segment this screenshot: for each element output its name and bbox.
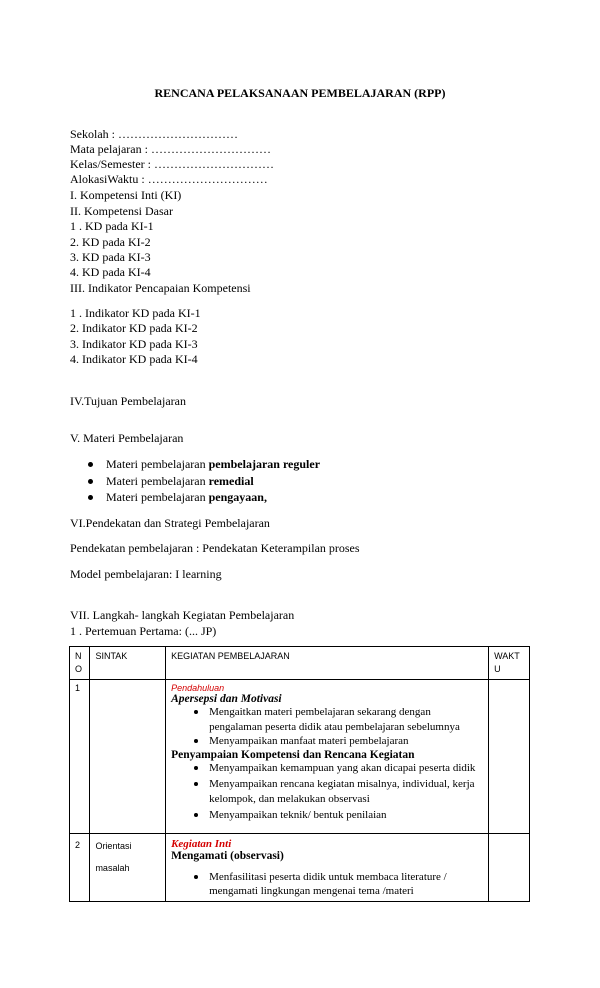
identity-waktu: AlokasiWaktu : …………………………: [70, 172, 268, 186]
indikator-item: 1 . Indikator KD pada KI-1: [70, 306, 201, 320]
kd-item: 2. KD pada KI-2: [70, 235, 151, 249]
list-item: Materi pembelajaran pembelajaran reguler: [88, 456, 320, 473]
row-sintak: [90, 680, 166, 834]
row-kegiatan: [166, 833, 489, 901]
list-item: Menyampaikan rencana kegiatan misalnya, individual, kerja kelompok, dan melakukan observasi: [193, 777, 483, 806]
ki-heading: I. Kompetensi Inti (KI): [70, 188, 182, 202]
kd-item: 4. KD pada KI-4: [70, 265, 151, 279]
row-kegiatan: [166, 680, 489, 834]
subheading: Penyampaian Kompetensi dan Rencana Kegiatan: [171, 748, 415, 761]
identity-kelas: Kelas/Semester : …………………………: [70, 157, 274, 171]
model-line: Model pembelajaran: I learning: [70, 567, 222, 581]
materi-list: [88, 456, 320, 506]
kd-item: 1 . KD pada KI-1: [70, 219, 154, 233]
kd-heading: II. Kompetensi Dasar: [70, 204, 173, 218]
list-item: Materi pembelajaran pengayaan,: [88, 489, 320, 506]
header-no: N O: [70, 647, 90, 680]
indikator-item: 4. Indikator KD pada KI-4: [70, 352, 198, 366]
row-sintak: Orientasi masalah: [90, 833, 166, 901]
list-item: Mengaitkan materi pembelajaran sekarang dengan pengalaman peserta didik atau pembelajaran sebelumnya: [193, 705, 483, 734]
phase-label: Kegiatan Inti: [171, 837, 232, 850]
tujuan-heading: IV.Tujuan Pembelajaran: [70, 394, 186, 408]
table-row: [70, 833, 530, 901]
subheading: Mengamati (observasi): [171, 849, 284, 862]
list-item: Menfasilitasi peserta didik untuk membaca literature / mengamati lingkungan mengenai tema /materi: [193, 870, 483, 899]
kd-item: 3. KD pada KI-3: [70, 250, 151, 264]
identity-sekolah: Sekolah : …………………………: [70, 127, 238, 141]
row-waktu: [489, 680, 530, 834]
subheading: Apersepsi dan Motivasi: [171, 693, 282, 705]
indikator-heading: III. Indikator Pencapaian Kompetensi: [70, 281, 251, 295]
langkah-heading: VII. Langkah- langkah Kegiatan Pembelajaran: [70, 608, 295, 622]
row-waktu: [489, 833, 530, 901]
table-header-row: [70, 647, 530, 680]
header-sintak: SINTAK: [90, 647, 166, 680]
row-number: 1: [70, 680, 90, 834]
activity-list: [171, 705, 483, 749]
list-item: Materi pembelajaran remedial: [88, 473, 320, 490]
page-title: RENCANA PELAKSANAAN PEMBELAJARAN (RPP): [154, 86, 446, 100]
kegiatan-table: [69, 646, 530, 902]
row-number: 2: [70, 833, 90, 901]
indikator-item: 3. Indikator KD pada KI-3: [70, 337, 198, 351]
list-item: Menyampaikan teknik/ bentuk penilaian: [193, 808, 483, 823]
activity-list: [171, 761, 483, 823]
header-kegiatan: KEGIATAN PEMBELAJARAN: [166, 647, 489, 680]
materi-heading: V. Materi Pembelajaran: [70, 431, 184, 445]
list-item: Menyampaikan manfaat materi pembelajaran: [193, 734, 483, 749]
pendekatan-line: Pendekatan pembelajaran : Pendekatan Keterampilan proses: [70, 541, 360, 555]
list-item: Menyampaikan kemampuan yang akan dicapai peserta didik: [193, 761, 483, 776]
pendekatan-heading: VI.Pendekatan dan Strategi Pembelajaran: [70, 516, 270, 530]
identity-mapel: Mata pelajaran : …………………………: [70, 142, 271, 156]
pertemuan-line: 1 . Pertemuan Pertama: (... JP): [70, 624, 217, 638]
phase-label: Pendahuluan: [171, 683, 225, 693]
activity-list: [171, 870, 483, 899]
table-row: [70, 680, 530, 834]
header-waktu: WAKT U: [489, 647, 530, 680]
indikator-item: 2. Indikator KD pada KI-2: [70, 321, 198, 335]
